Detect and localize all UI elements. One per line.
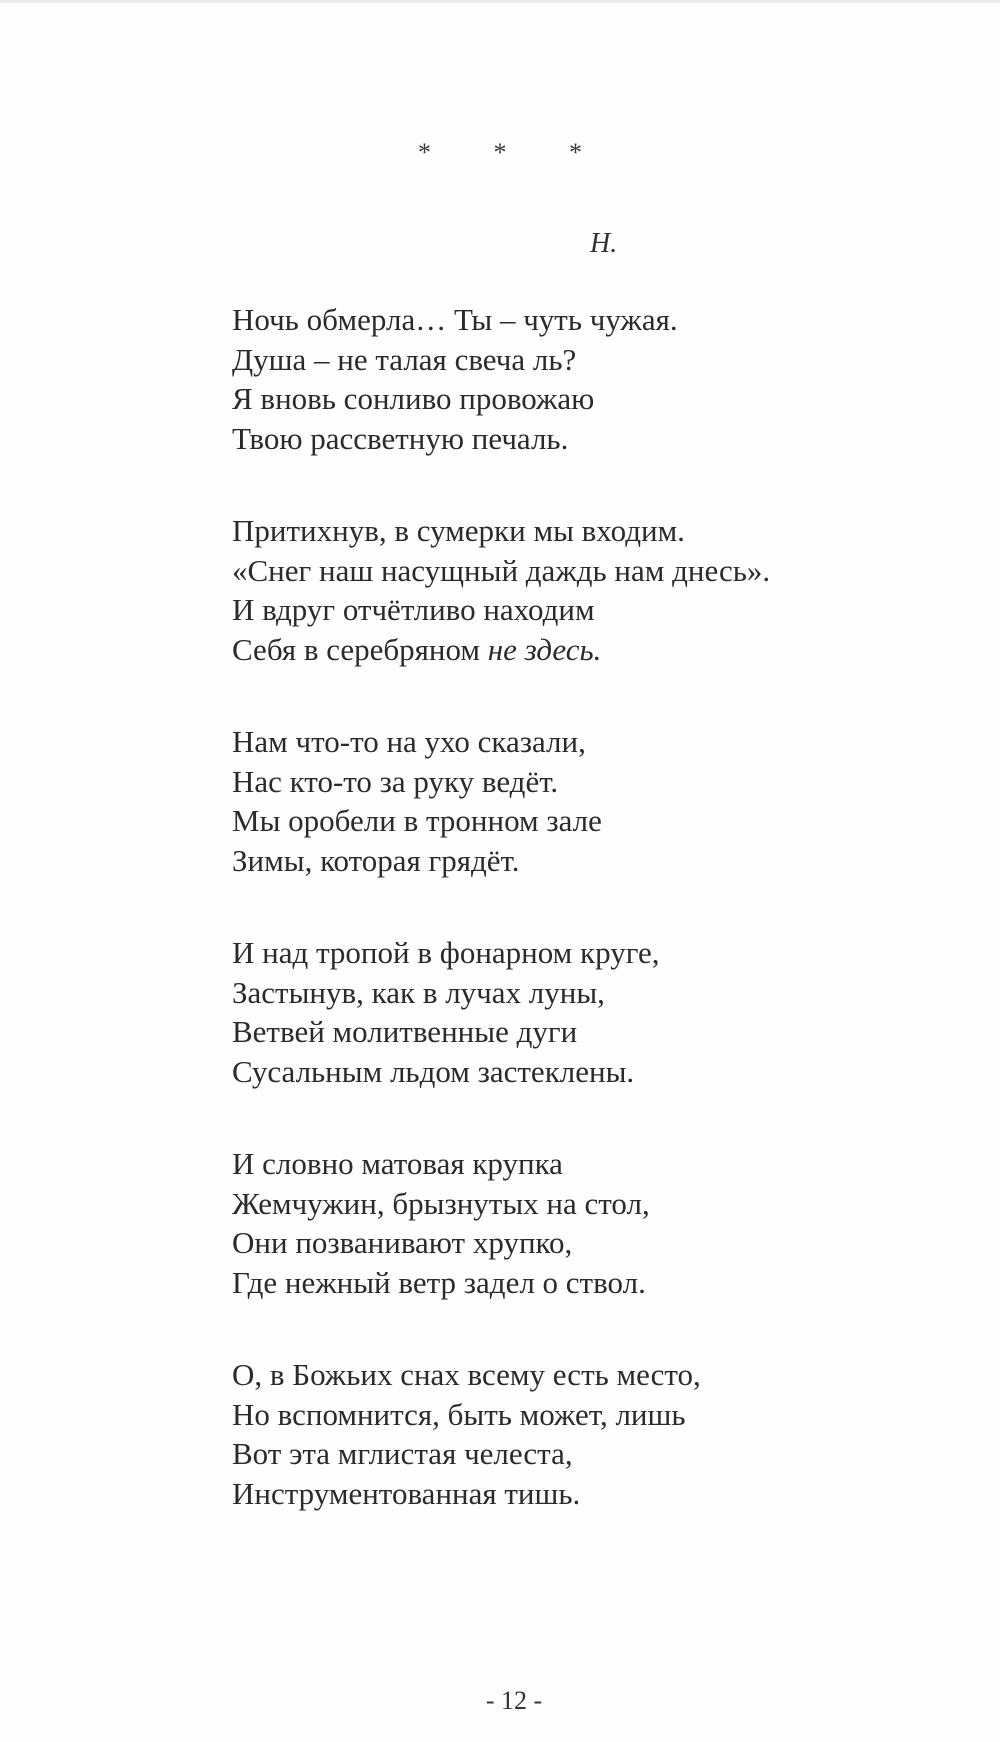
dedication: Н. xyxy=(590,228,618,259)
poem-line: И над тропой в фонарном круге, xyxy=(232,935,660,970)
poem-line-text: Себя в серебряном xyxy=(232,631,488,667)
page-number: - 12 - xyxy=(485,1686,543,1715)
poem-line: Нас кто-то за руку ведёт. xyxy=(232,763,559,799)
poem-line: Нам что-то на ухо сказали, xyxy=(232,724,586,759)
stanza-3 xyxy=(232,722,952,880)
section-asterisks: * * * xyxy=(418,138,610,167)
italic-phrase: не здесь. xyxy=(487,631,602,667)
poem-line: Я вновь сонливо провожаю xyxy=(232,381,595,416)
poem-line: О, в Божьих снах всему есть место, xyxy=(232,1357,701,1392)
stanza-4 xyxy=(232,933,952,1091)
poem-line: Они позванивают хрупко, xyxy=(232,1225,573,1260)
stanza-1 xyxy=(232,300,952,458)
stanza-5 xyxy=(232,1144,952,1302)
page-top-edge xyxy=(0,0,1000,3)
poem-line: Притихнув, в сумерки мы входим. xyxy=(232,513,685,548)
stanza-2 xyxy=(232,511,952,669)
poem-line: Застынув, как в лучах луны, xyxy=(232,974,605,1010)
poem-line-with-italic xyxy=(232,630,952,670)
poem xyxy=(232,300,952,1566)
poem-line: Инструментованная тишь. xyxy=(232,1475,581,1511)
poem-line: Зимы, которая грядёт. xyxy=(232,842,520,878)
poem-line: Мы оробели в тронном зале xyxy=(232,803,602,838)
poem-line: «Снег наш насущный даждь нам днесь». xyxy=(232,552,771,588)
stanza-6 xyxy=(232,1355,952,1513)
poem-line: Ночь обмерла… Ты – чуть чужая. xyxy=(232,302,678,337)
poem-line: Где нежный ветр задел о ствол. xyxy=(232,1264,646,1300)
poem-line: И словно матовая крупка xyxy=(232,1146,563,1181)
poem-line: Но вспомнится, быть может, лишь xyxy=(232,1396,686,1432)
poem-line: Вот эта мглистая челеста, xyxy=(232,1436,573,1471)
poem-line: Душа – не талая свеча ль? xyxy=(232,341,577,377)
poem-line: И вдруг отчётливо находим xyxy=(232,592,595,627)
poem-line: Жемчужин, брызнутых на стол, xyxy=(232,1185,650,1221)
poem-line: Сусальным льдом застеклены. xyxy=(232,1053,635,1089)
poem-line: Твою рассветную печаль. xyxy=(232,420,569,456)
poem-line: Ветвей молитвенные дуги xyxy=(232,1014,578,1049)
